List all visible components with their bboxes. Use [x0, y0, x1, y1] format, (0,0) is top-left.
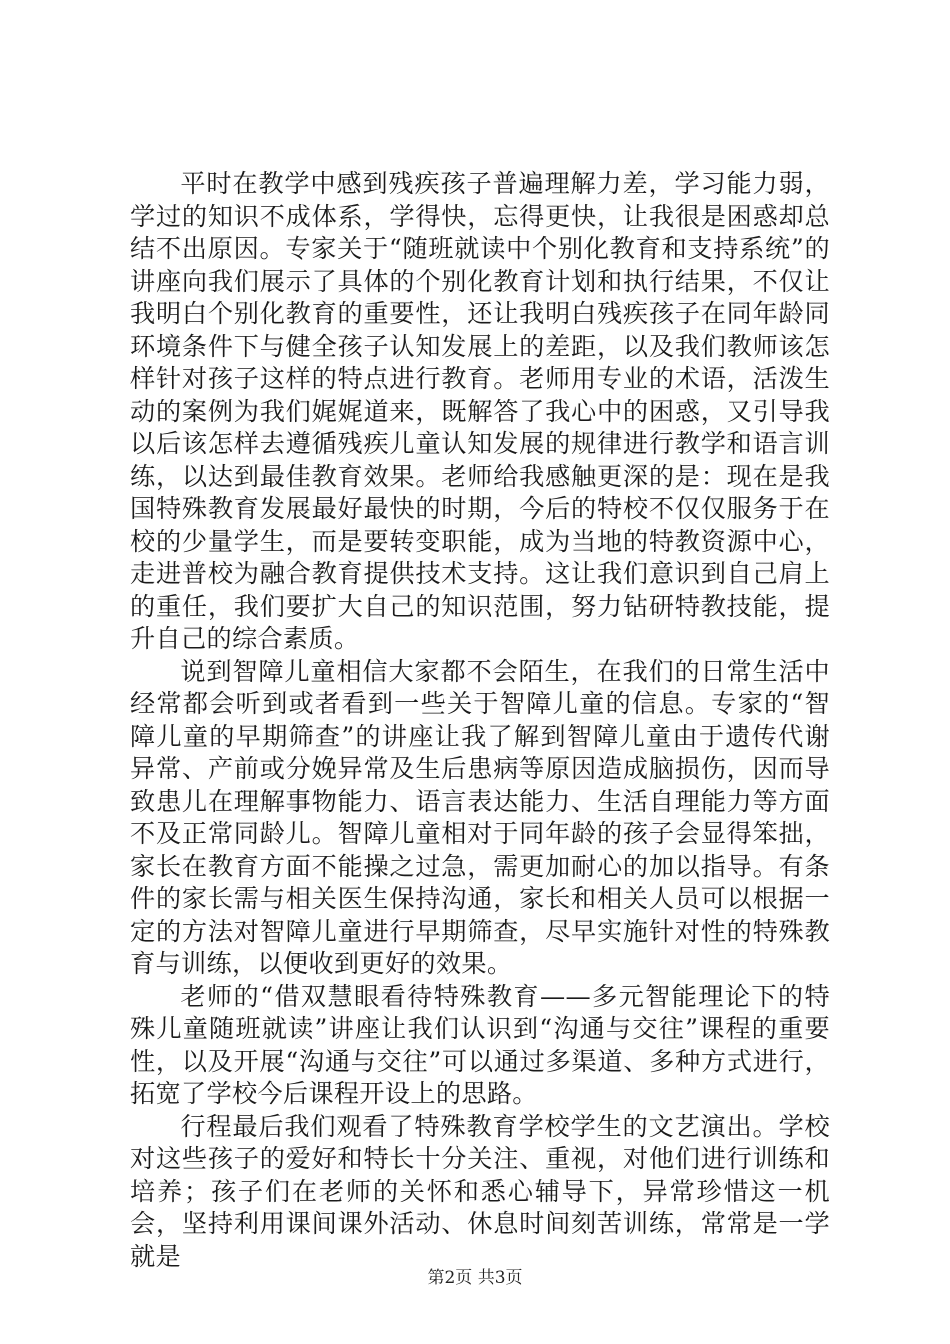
document-body	[130, 168, 830, 1273]
paragraph-1: 平时在教学中感到残疾孩子普遍理解力差，学习能力弱，学过的知识不成体系，学得快，忘得更快，让我很是困惑却总结不出原因。专家关于“随班就读中个别化教育和支持系统”的讲座向我们展示了具体的个别化教育计划和执行结果，不仅让我明白个别化教育的重要性，还让我明白残疾孩子在同年龄同环境条件下与健全孩子认知发展上的差距，以及我们教师该怎样针对孩子这样的特点进行教育。老师用专业的术语，活泼生动的案例为我们娓娓道来，既解答了我心中的困惑，又引导我以后该怎样去遵循残疾儿童认知发展的规律进行教学和语言训练，以达到最佳教育效果。老师给我感触更深的是：现在是我国特殊教育发展最好最快的时期，今后的特校不仅仅服务于在校的少量学生，而是要转变职能，成为当地的特教资源中心，走进普校为融合教育提供技术支持。这让我们意识到自己肩上的重任，我们要扩大自己的知识范围，努力钻研特教技能，提升自己的综合素质。	[130, 169, 830, 653]
paragraph-3: 老师的“借双慧眼看待特殊教育——多元智能理论下的特殊儿童随班就读”讲座让我们认识到“沟通与交往”课程的重要性，以及开展“沟通与交往”可以通过多渠道、多种方式进行，拓宽了学校今后课程开设上的思路。	[130, 981, 830, 1108]
paragraph-4: 行程最后我们观看了特殊教育学校学生的文艺演出。学校对这些孩子的爱好和特长十分关注、重视，对他们进行训练和培养；孩子们在老师的关怀和悉心辅导下，异常珍惜这一机会，坚持利用课间课外活动、休息时间刻苦训练，常常是一学就是	[130, 1111, 830, 1271]
paragraph-2: 说到智障儿童相信大家都不会陌生，在我们的日常生活中经常都会听到或者看到一些关于智障儿童的信息。专家的“智障儿童的早期筛查”的讲座让我了解到智障儿童由于遗传代谢异常、产前或分娩异常及生后患病等原因造成脑损伤，因而导致患儿在理解事物能力、语言表达能力、生活自理能力等方面不及正常同龄儿。智障儿童相对于同年龄的孩子会显得笨拙，家长在教育方面不能操之过急，需更加耐心的加以指导。有条件的家长需与相关医生保持沟通，家长和相关人员可以根据一定的方法对智障儿童进行早期筛查，尽早实施针对性的特殊教育与训练，以便收到更好的效果。	[130, 656, 830, 978]
page-number-footer: 第2页 共3页	[427, 1268, 523, 1288]
